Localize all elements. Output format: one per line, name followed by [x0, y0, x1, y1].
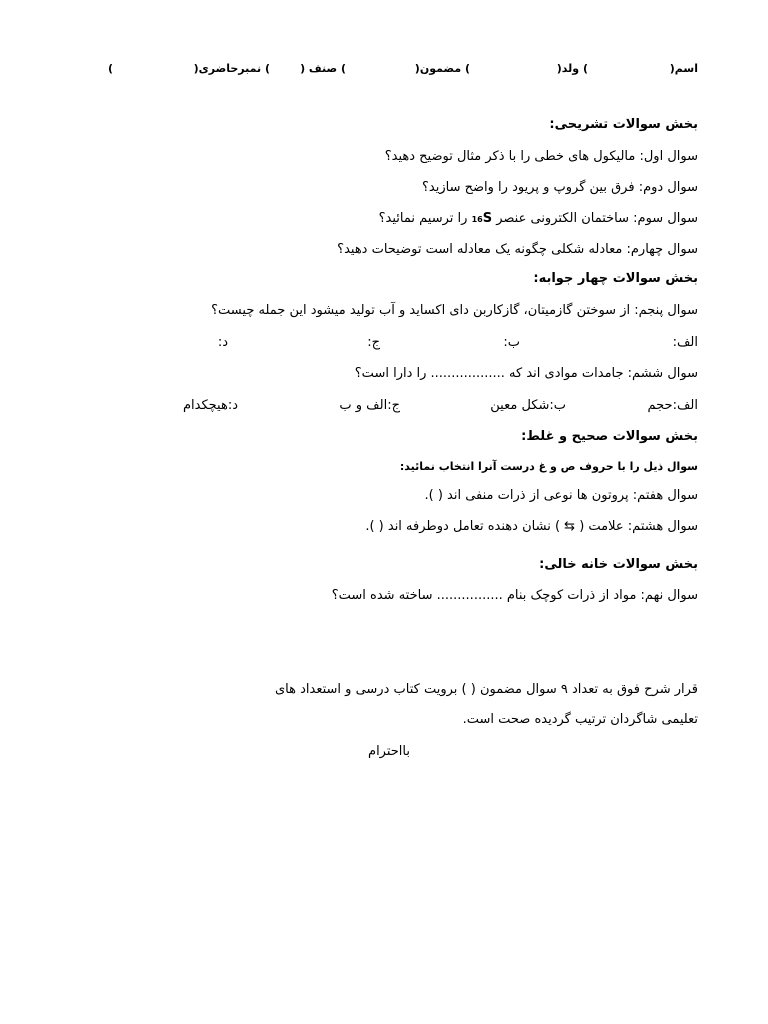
section-fill-blank-title: بخش سوالات خانه خالی:: [539, 557, 698, 572]
element-symbol: [472, 210, 493, 229]
option-a: الف:: [672, 335, 698, 350]
footer-statement-line-1: قرار شرح فوق به تعداد ۹ سوال مضمون ( ) برویت کتاب درسی و استعداد های: [274, 682, 698, 697]
option-b: ب:: [503, 335, 520, 350]
element-letter: S: [482, 211, 493, 226]
question-3-suffix: را ترسیم نمائید؟: [378, 211, 468, 226]
grade-field-label: ) صنف (: [300, 62, 346, 75]
question-5: سوال پنجم: از سوختن گازمیتان، گازکاربن دای اکساید و آب تولید میشود این جمله چیست؟: [211, 303, 698, 318]
question-6-options: [98, 397, 698, 415]
question-5-options: [98, 334, 698, 352]
section-descriptive-title: بخش سوالات تشریحی:: [549, 117, 698, 132]
question-8: [365, 518, 698, 536]
equilibrium-arrow-icon: ⇆: [564, 519, 576, 534]
father-field-label: ) ولد(: [556, 62, 588, 75]
element-mass-number: 16: [471, 215, 483, 224]
question-4: سوال چهارم: معادله شکلی چگونه یک معادله است توضیحات دهید؟: [337, 242, 698, 257]
question-3: [379, 210, 698, 229]
section-true-false-title: بخش سوالات صحیح و غلط:: [521, 429, 698, 444]
option-a: الف:حجم: [647, 398, 698, 413]
question-1: سوال اول: مالیکول های خطی را با ذکر مثال توضیح دهید؟: [384, 149, 698, 164]
header-close-paren: ): [107, 62, 113, 75]
question-2: سوال دوم: فرق بین گروپ و پریود را واضح سازید؟: [421, 180, 698, 195]
option-c: ج:: [367, 335, 380, 350]
attendance-field-label: ) نمبرحاضری(: [193, 62, 270, 75]
question-3-text: سوال سوم: ساختمان الکترونی عنصر: [496, 211, 698, 226]
option-c: ج:الف و ب: [339, 398, 400, 413]
question-6: سوال ششم: جامدات موادی اند که .................. را دارا است؟: [354, 366, 698, 381]
student-info-header: [98, 60, 698, 80]
option-d: د:: [217, 335, 228, 350]
option-b: ب:شکل معین: [490, 398, 566, 413]
question-8-suffix: ) نشان دهنده تعامل دوطرفه اند ( ).: [365, 519, 561, 534]
subject-field-label: ) مضمون(: [414, 62, 470, 75]
name-field-label: اسم(: [669, 62, 698, 75]
footer-statement-line-2: تعلیمی شاگردان ترتیب گردیده صحت است.: [462, 712, 698, 727]
section-multiple-choice-title: بخش سوالات چهار جوابه:: [533, 271, 698, 286]
question-8-text: سوال هشتم: علامت (: [579, 519, 698, 534]
true-false-instruction: سوال ذیل را با حروف ص و غ درست آنرا انتخاب نمائید:: [399, 460, 698, 473]
question-7: سوال هفتم: پروتون ها نوعی از ذرات منفی اند ( ).: [424, 488, 698, 503]
question-9: سوال نهم: مواد از ذرات کوچک بنام ................ ساخته شده است؟: [331, 588, 698, 603]
option-d: د:هیچکدام: [182, 398, 238, 413]
footer-regards: بااحترام: [368, 744, 410, 759]
